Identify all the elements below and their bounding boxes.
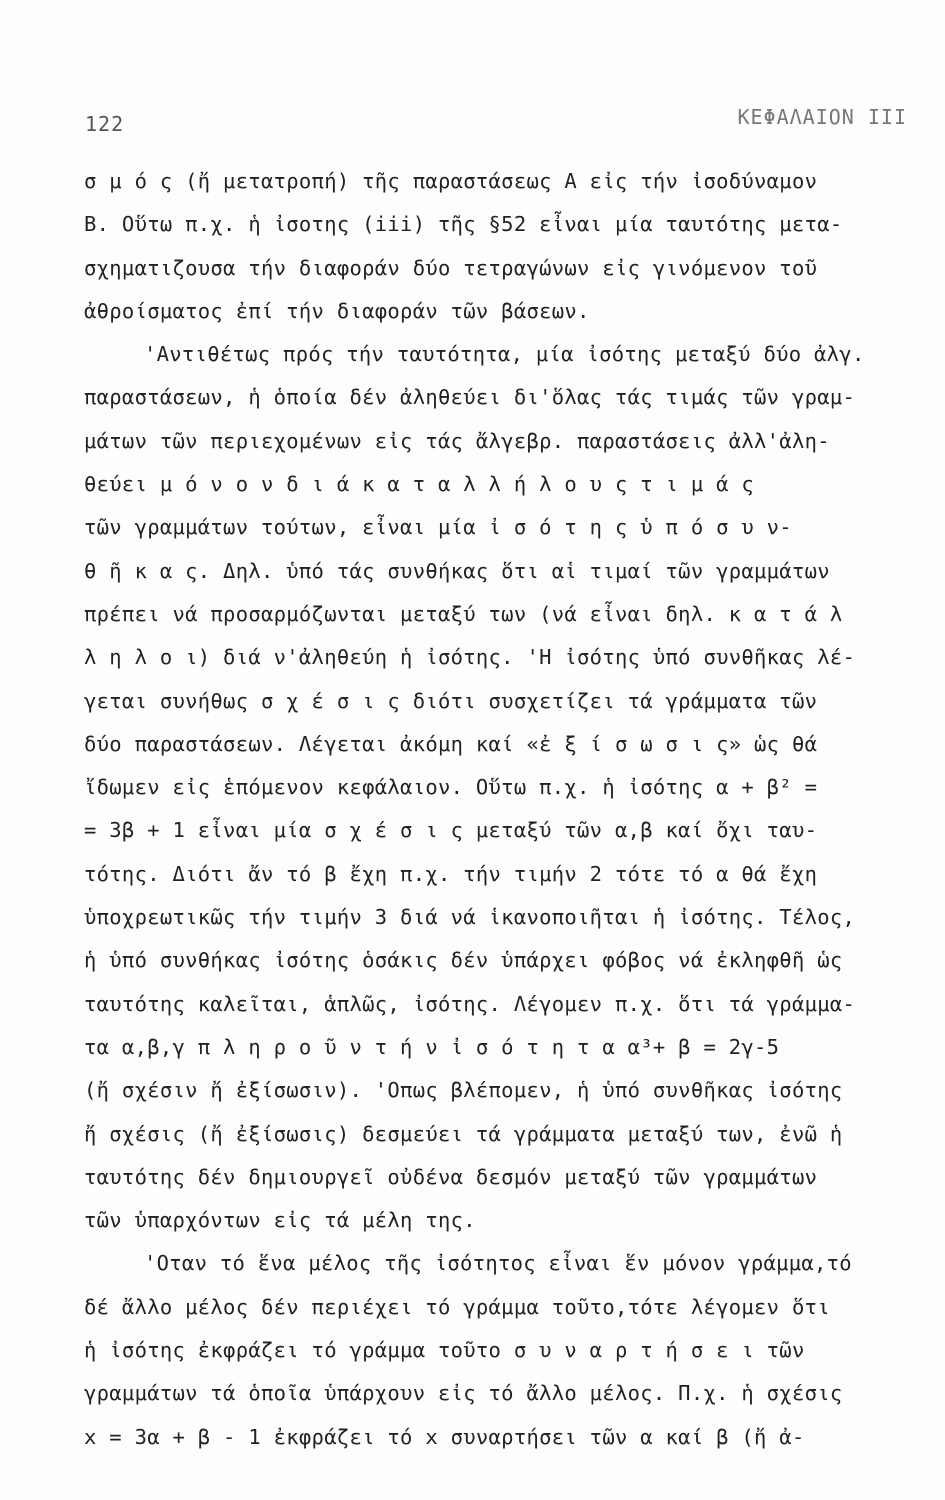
text-line: ἀθροίσματος ἐπί τήν διαφοράν τῶν βάσεων. — [84, 298, 590, 323]
text-line: ἤ σχέσις (ἤ ἐξίσωσις) δεσμεύει τά γράμματα μεταξύ των, ἐνῶ ἡ — [84, 1121, 843, 1146]
text-line: ταυτότης καλεῖται, ἁπλῶς, ἰσότης. Λέγομεν π.χ. ὅτι τά γράμμα- — [84, 991, 856, 1016]
text-line: ἴδωμεν εἰς ἑπόμενον κεφάλαιον. Οὕτω π.χ. ἡ ἰσότης α + β² = — [84, 775, 818, 800]
text-line: (ἤ σχέσιν ἤ ἐξίσωσιν). 'Οπως βλέπομεν, ἡ ὑπό συνθῆκας ἰσότης — [84, 1078, 843, 1103]
body-text — [84, 160, 939, 1459]
text-line: σ μ ό ς (ἤ μετατροπή) τῆς παραστάσεως Α εἰς τήν ἰσοδύναμον — [84, 169, 818, 193]
page-number: 122 — [85, 112, 125, 136]
text-line: τότης. Διότι ἄν τό β ἔχη π.χ. τήν τιμήν 2 τότε τό α θά ἔχη — [84, 861, 818, 886]
text-line: γεται συνήθως σ χ έ σ ι ς διότι συσχετίζει τά γράμματα τῶν — [84, 688, 818, 713]
text-line: x = 3α + β - 1 ἐκφράζει τό x συναρτήσει τῶν α καί β (ἤ ἀ- — [84, 1424, 805, 1449]
text-line: δύο παραστάσεων. Λέγεται ἀκόμη καί «ἐ ξ ί σ ω σ ι ς» ὡς θά — [84, 731, 818, 756]
text-line: τῶν ὑπαρχόντων εἰς τά μέλη της. — [84, 1208, 476, 1233]
text-line: ἡ ὑπό συνθήκας ἰσότης ὁσάκις δέν ὑπάρχει φόβος νά ἐκληφθῆ ὡς — [84, 948, 843, 973]
text-line: τῶν γραμμάτων τούτων, εἶναι μία ἰ σ ό τ η ς ὑ π ό σ υ ν- — [84, 515, 792, 540]
text-line: μάτων τῶν περιεχομένων εἰς τάς ἄλγεβρ. παραστάσεις ἀλλ'ἀλη- — [84, 428, 830, 453]
running-head: ΚΕΦΑΛΑΙΟΝ ΙΙΙ — [737, 105, 907, 129]
text-line: = 3β + 1 εἶναι μία σ χ έ σ ι ς μεταξύ τῶν α,β καί ὄχι ταυ- — [84, 818, 818, 843]
text-line: γραμμάτων τά ὁποῖα ὑπάρχουν εἰς τό ἄλλο μέλος. Π.χ. ἡ σχέσις — [84, 1381, 843, 1406]
text-line: πρέπει νά προσαρμόζωνται μεταξύ των (νά εἶναι δηλ. κ α τ ά λ — [84, 601, 843, 626]
text-line: 'Αντιθέτως πρός τήν ταυτότητα, μία ἰσότης μεταξύ δύο ἀλγ. — [144, 342, 865, 367]
text-line: θεύει μ ό ν ο ν δ ι ά κ α τ α λ λ ή λ ο υ ς τ ι μ ά ς — [84, 472, 755, 497]
text-line: ταυτότης δέν δημιουργεῖ οὐδένα δεσμόν μεταξύ τῶν γραμμάτων — [84, 1164, 818, 1189]
text-line: λ η λ ο ι) διά ν'ἀληθεύη ἡ ἰσότης. 'Η ἰσότης ὑπό συνθῆκας λέ- — [84, 645, 856, 670]
text-line: ὑποχρεωτικῶς τήν τιμήν 3 διά νά ἱκανοποιῆται ἡ ἰσότης. Τέλος, — [84, 905, 856, 930]
text-line: ἡ ἰσότης ἐκφράζει τό γράμμα τοῦτο σ υ ν α ρ τ ή σ ε ι τῶν — [84, 1338, 805, 1363]
text-line: 'Οταν τό ἕνα μέλος τῆς ἰσότητος εἶναι ἕν μόνον γράμμα,τό — [144, 1251, 852, 1276]
text-line: δέ ἄλλο μέλος δέν περιέχει τό γράμμα τοῦτο,τότε λέγομεν ὅτι — [84, 1294, 830, 1319]
text-line: τα α,β,γ π λ η ρ ο ῦ ν τ ή ν ἰ σ ό τ η τ α α³+ β = 2γ-5 — [84, 1034, 780, 1059]
text-line: παραστάσεων, ἡ ὁποία δέν ἀληθεύει δι'ὅλας τάς τιμάς τῶν γραμ- — [84, 385, 856, 410]
text-line: θ ῆ κ α ς. Δηλ. ὑπό τάς συνθήκας ὅτι αἱ τιμαί τῶν γραμμάτων — [84, 558, 830, 583]
text-line: Β. Οὕτω π.χ. ἡ ἰσοτης (iii) τῆς §52 εἶναι μία ταυτότης μετα- — [84, 212, 843, 237]
text-line: σχηματιζουσα τήν διαφοράν δύο τετραγώνων εἰς γινόμενον τοῦ — [84, 255, 818, 280]
